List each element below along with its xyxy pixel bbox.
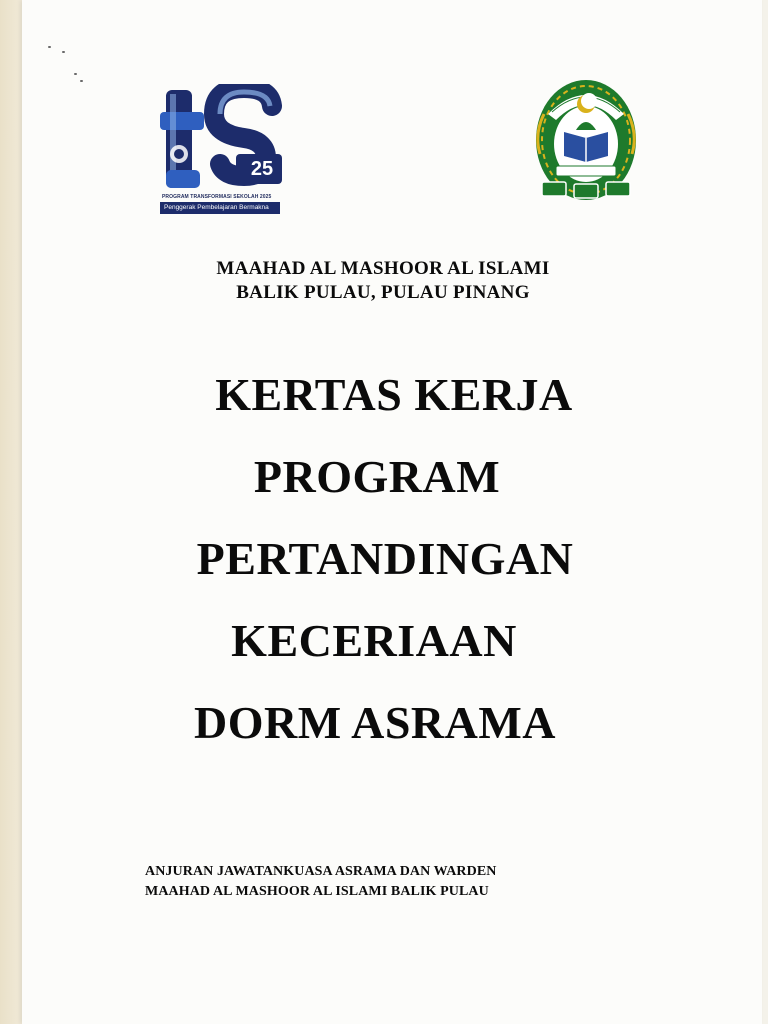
organiser-text bbox=[145, 862, 497, 902]
school-name-line1: MAAHAD AL MASHOOR AL ISLAMI bbox=[216, 258, 550, 279]
title-line1: KERTAS KERJA bbox=[215, 369, 573, 420]
title-line3: PERTANDINGAN bbox=[196, 533, 574, 584]
title-line2: PROGRAM bbox=[253, 451, 501, 502]
transformation-program-logo bbox=[160, 84, 284, 220]
title-line5: DORM ASRAMA bbox=[194, 697, 556, 748]
school-name bbox=[0, 257, 768, 305]
school-name-line2: BALIK PULAU, PULAU PINANG bbox=[236, 282, 530, 303]
organiser-line2: MAAHAD AL MASHOOR AL ISLAMI BALIK PULAU bbox=[145, 884, 489, 899]
logo-caption: PROGRAM TRANSFORMASI SEKOLAH 2025 bbox=[162, 194, 272, 200]
organiser-line1: ANJURAN JAWATANKUASA ASRAMA DAN WARDEN bbox=[145, 864, 497, 879]
school-crest-logo bbox=[534, 74, 638, 206]
title-line4: KECERIAAN bbox=[231, 615, 517, 666]
logo-tagline: Penggerak Pembelajaran Bermakna bbox=[160, 202, 280, 214]
school-crest-icon bbox=[534, 74, 638, 206]
logo-number: 25 bbox=[250, 158, 274, 180]
document-title bbox=[0, 354, 768, 764]
